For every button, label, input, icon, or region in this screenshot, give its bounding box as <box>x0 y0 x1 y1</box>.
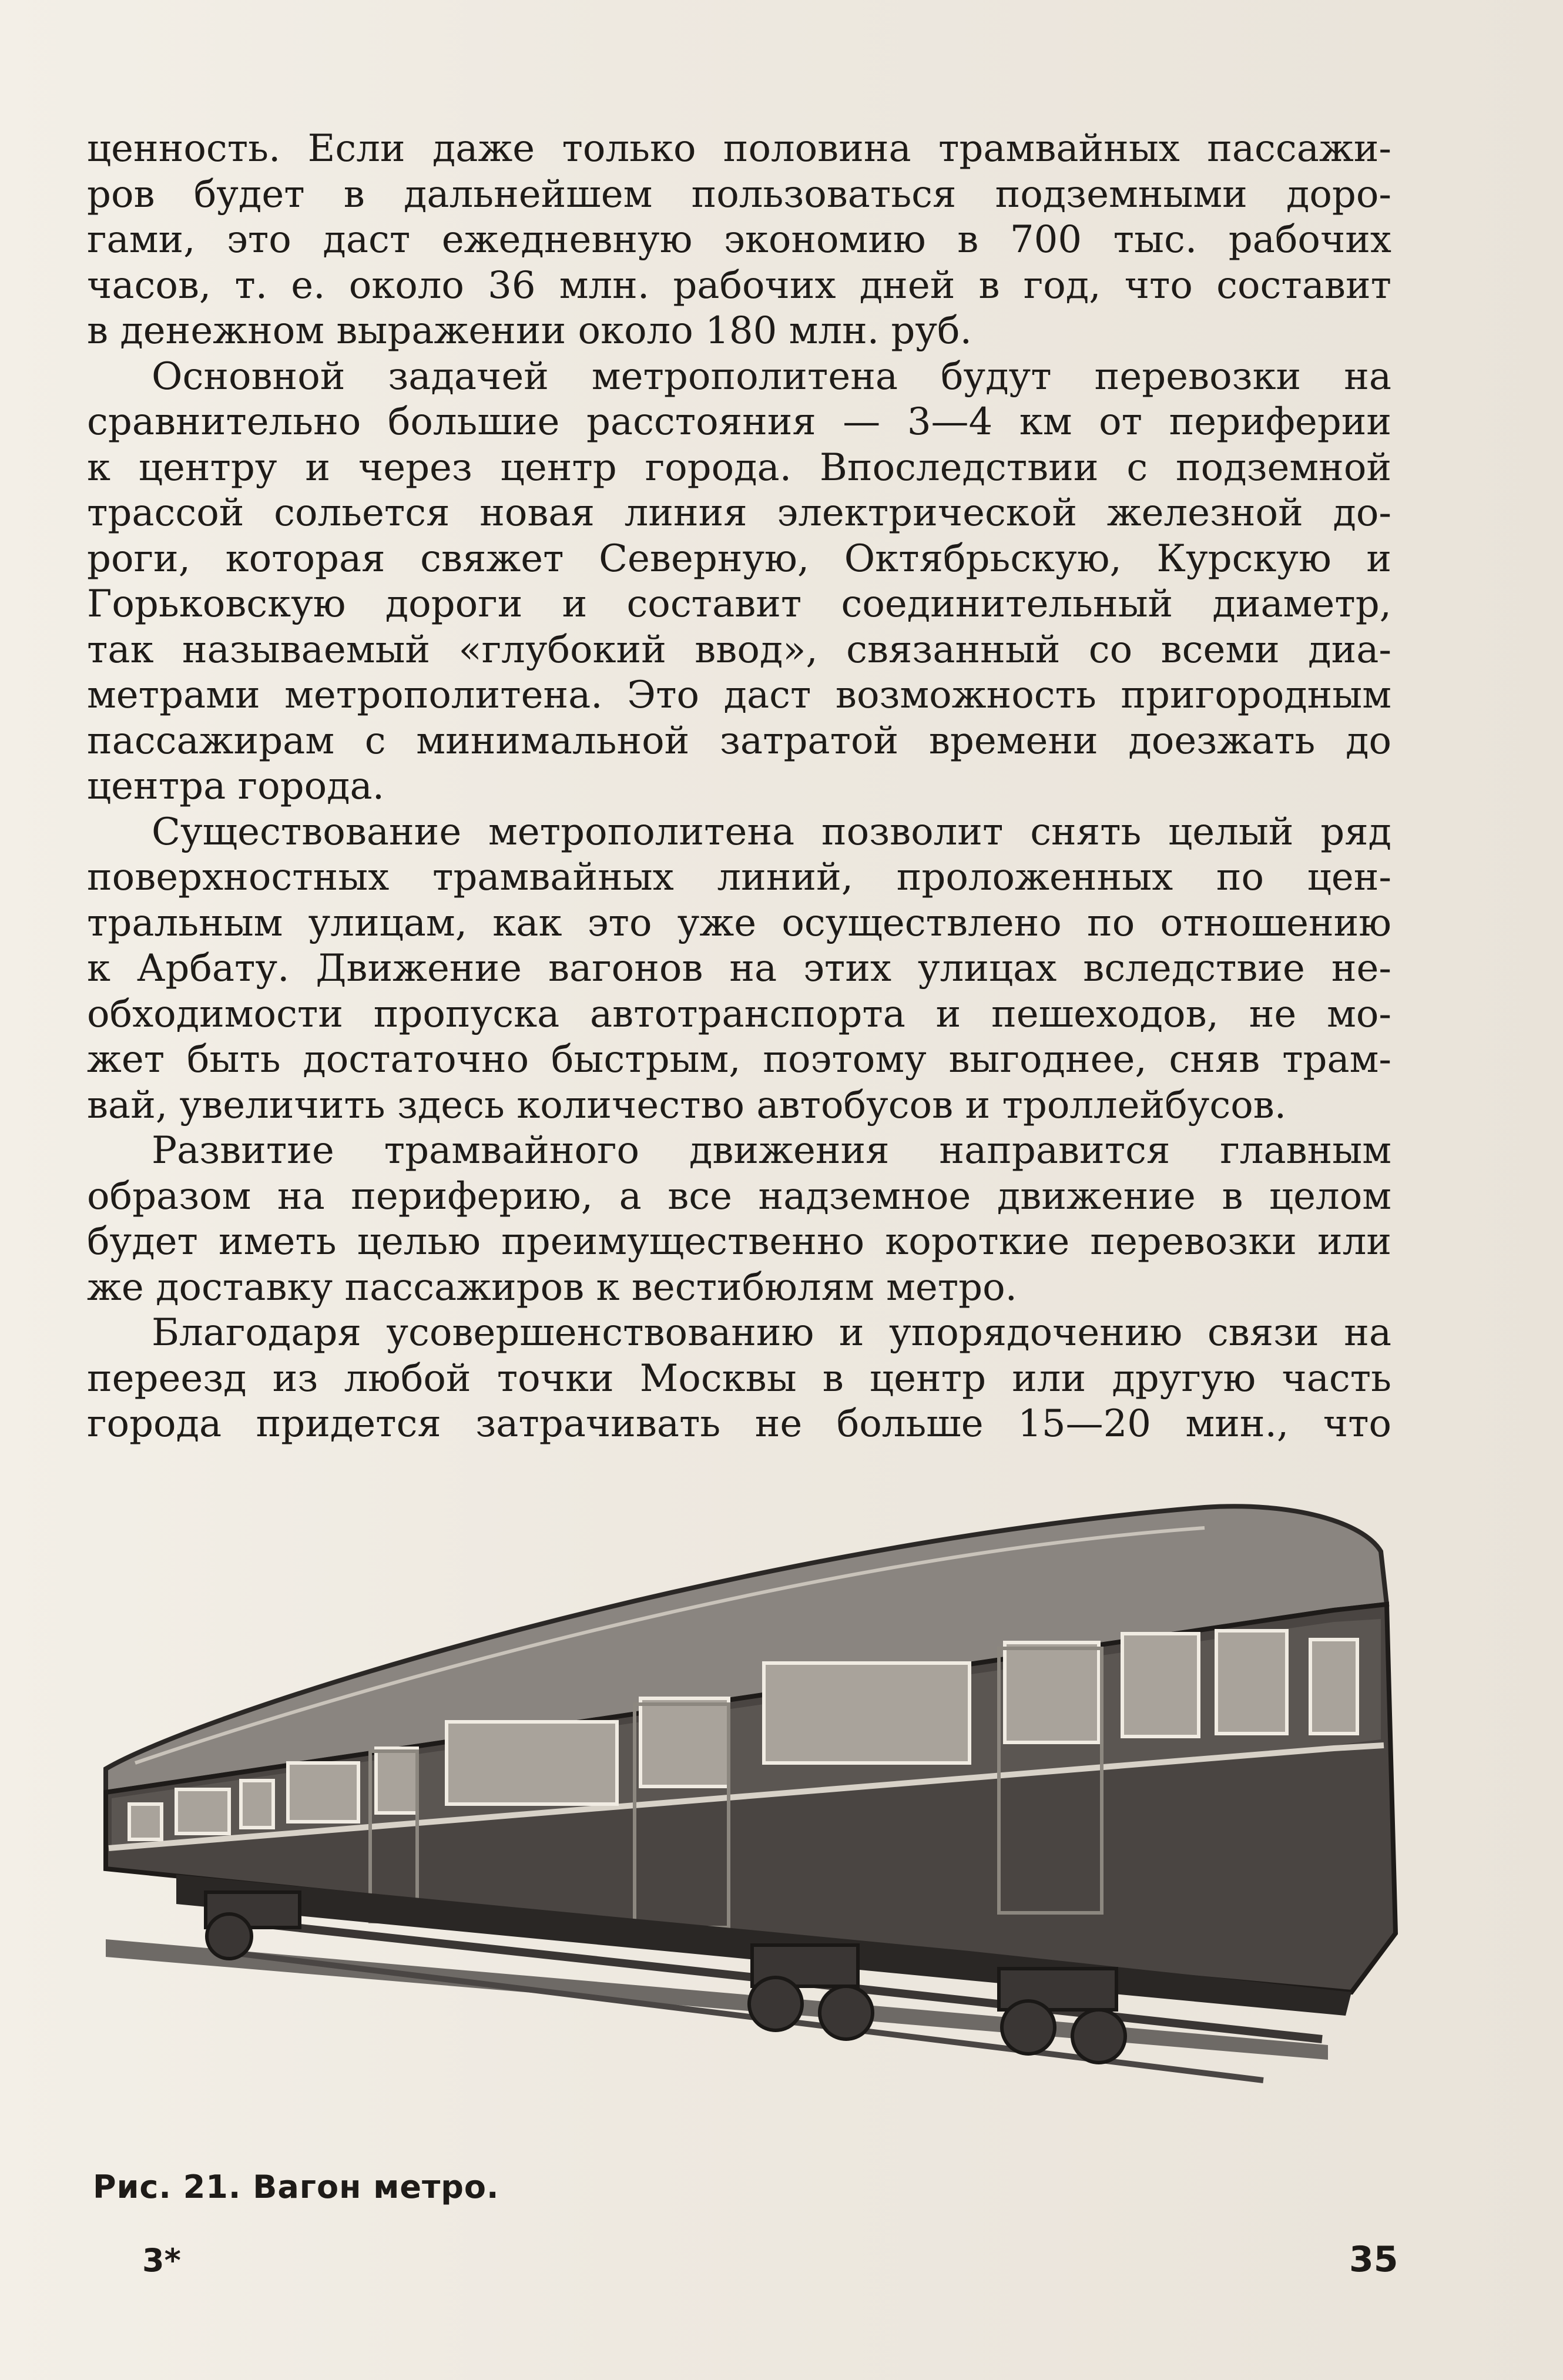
paragraph <box>87 1128 1391 1310</box>
text-line: к центру и через центр города. Впоследствии с подземной <box>87 445 1391 490</box>
text-line: трассой сольется новая линия электрической железной до- <box>87 491 1391 535</box>
metro-car-illustration <box>88 1487 1398 2145</box>
text-line: жет быть достаточно быстрым, поэтому выгоднее, сняв трам- <box>87 1038 1391 1081</box>
text-line: метрами метрополитена. Это даст возможность пригородным <box>87 673 1391 717</box>
text-line: сравнительно большие расстояния — 3—4 км от периферии <box>87 400 1391 444</box>
text-line: Горьковскую дороги и составит соединительный диаметр, <box>87 582 1391 626</box>
text-line: поверхностных трамвайных линий, проложенных по цен- <box>87 856 1391 899</box>
signature-mark: 3* <box>142 2242 181 2279</box>
text-line: Благодаря усовершенствованию и упорядочению связи на <box>152 1311 1391 1355</box>
text-line: в денежном выражении около 180 млн. руб. <box>87 309 972 353</box>
text-line: образом на периферию, а все надземное движение в целом <box>87 1174 1391 1218</box>
text-line: вай, увеличить здесь количество автобусов и троллейбусов. <box>87 1083 1287 1127</box>
paragraph <box>87 810 1391 1129</box>
body-text <box>87 126 1391 1447</box>
text-line: к Арбату. Движение вагонов на этих улицах вследствие не- <box>87 947 1391 990</box>
text-line: же доставку пассажиров к вестибюлям метро. <box>87 1265 1017 1309</box>
paragraph <box>87 1310 1391 1447</box>
text-line: гами, это даст ежедневную экономию в 700 тыс. рабочих <box>87 218 1391 262</box>
text-line: будет иметь целью преимущественно короткие перевозки или <box>87 1220 1391 1263</box>
paragraph <box>87 354 1391 810</box>
figure-caption: Рис. 21. Вагон метро. <box>93 2168 499 2205</box>
text-line: переезд из любой точки Москвы в центр или другую часть <box>87 1356 1391 1400</box>
text-line: центра города. <box>87 765 385 808</box>
text-line: часов, т. е. около 36 млн. рабочих дней в год, что составит <box>87 263 1391 307</box>
page-number: 35 <box>1349 2239 1398 2280</box>
text-line: Развитие трамвайного движения направится главным <box>152 1129 1391 1172</box>
text-line: пассажирам с минимальной затратой времени доезжать до <box>87 719 1391 763</box>
text-line: ценность. Если даже только половина трамвайных пассажи- <box>87 127 1391 170</box>
text-line: города придется затрачивать не больше 15—20 мин., что <box>87 1402 1391 1446</box>
text-line: Основной задачей метрополитена будут перевозки на <box>152 354 1391 398</box>
text-line: Существование метрополитена позволит снять целый ряд <box>152 810 1391 854</box>
text-line: тральным улицам, как это уже осуществлено по отношению <box>87 901 1391 945</box>
text-line: так называемый «глубокий ввод», связанный со всеми диа- <box>87 628 1391 672</box>
text-line: обходимости пропуска автотранспорта и пешеходов, не мо- <box>87 992 1391 1036</box>
text-line: ров будет в дальнейшем пользоваться подземными доро- <box>87 172 1391 216</box>
text-line: роги, которая свяжет Северную, Октябрьскую, Курскую и <box>87 537 1391 581</box>
paragraph <box>87 126 1391 354</box>
